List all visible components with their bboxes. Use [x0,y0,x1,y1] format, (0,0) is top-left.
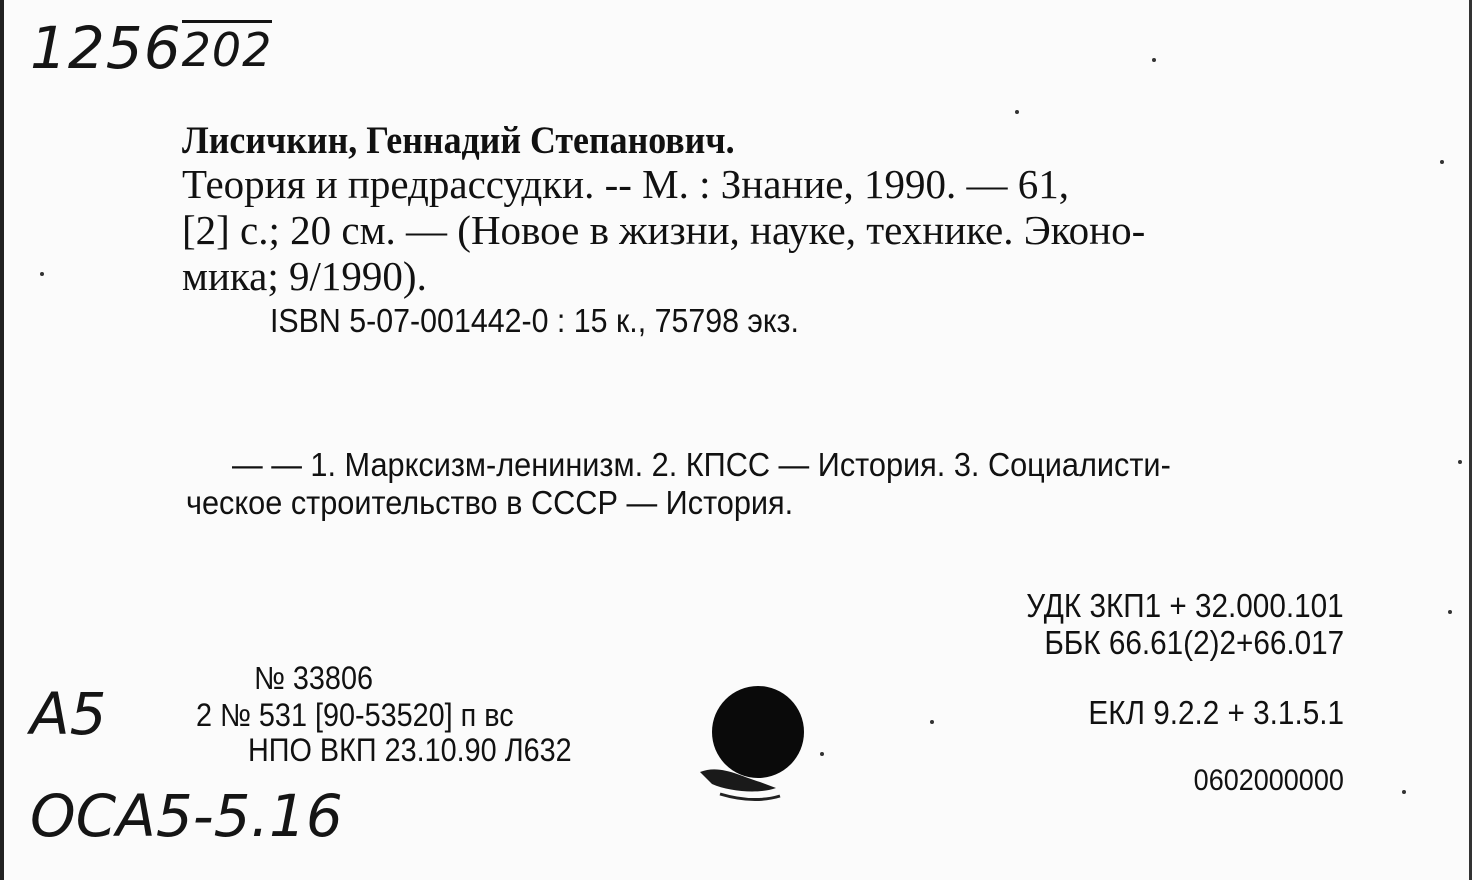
description-line-1: Теория и предрассудки. -- М. : Знание, 1990. — 61, [182,161,1069,207]
ink-speck [820,752,824,756]
handwritten-shelf-mark: А5 [30,680,107,748]
ink-speck [1402,790,1406,794]
ekl-classification: ЕКЛ 9.2.2 + 3.1.5.1 [1088,694,1344,731]
udk-classification: УДК 3КП1 + 32.000.101 [1026,587,1344,624]
description-line-2: [2] с.; 20 см. — (Новое в жизни, науке, технике. Эконо- [182,207,1146,253]
ink-speck [1152,58,1156,62]
print-order-line: 2 № 531 [90-53520] п вс [196,697,514,733]
handwritten-inventory-number: 1256202 [30,14,273,82]
ink-speck [1440,160,1444,164]
bbk-classification: ББК 66.61(2)2+66.017 [1044,624,1344,661]
description-line-3: мика; 9/1990). [182,253,427,299]
npo-print-line: НПО ВКП 23.10.90 Л632 [248,732,572,768]
isbn-line: ISBN 5-07-001442-0 : 15 к., 75798 экз. [270,302,799,339]
ink-speck [1015,110,1019,114]
author-heading: Лисичкин, Геннадий Степанович. [182,119,735,162]
subjects-line-1: — — 1. Марксизм-ленинизм. 2. КПСС — История. 3. Социалисти- [232,446,1171,483]
ink-speck [930,720,934,724]
subjects-line-2: ческое строительство в СССР — История. [186,484,794,521]
handwritten-location-code: ОСА5-5.16 [30,782,343,850]
ink-speck [1458,460,1462,464]
ink-speck [40,272,44,276]
card-left-edge [0,0,4,880]
ink-speck [1448,610,1452,614]
handwritten-number-suffix: 202 [182,20,273,77]
registration-number: № 33806 [254,660,373,696]
ink-blot-hole [690,676,820,806]
catalog-code: 0602000000 [1193,764,1344,797]
